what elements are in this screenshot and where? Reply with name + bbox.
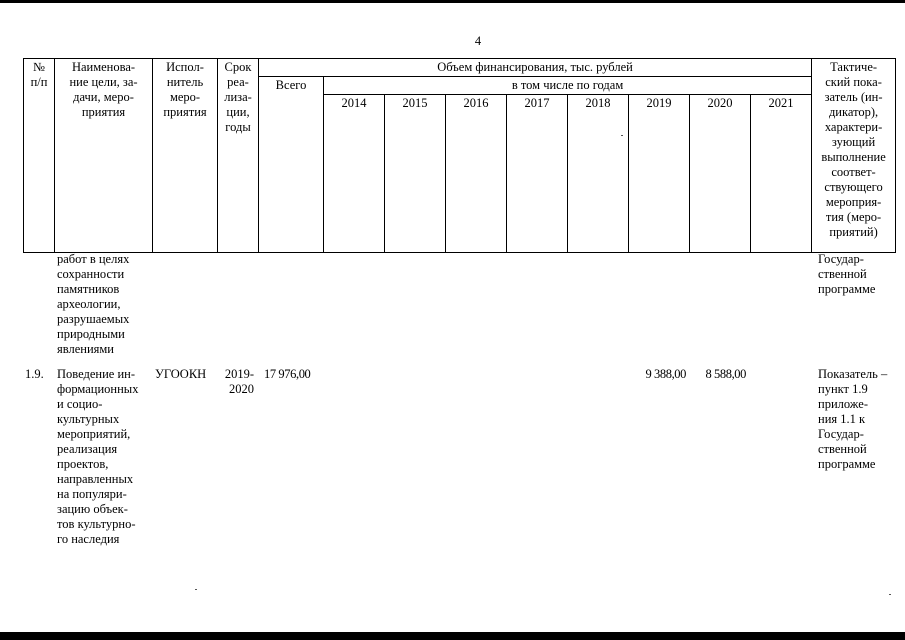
header-term: Срок реа- лиза- ции, годы (218, 59, 259, 253)
scan-speck (889, 594, 891, 595)
header-year: 2015 (385, 95, 446, 253)
page-number: 4 (474, 34, 482, 48)
row-executor: УГООКН (155, 367, 207, 381)
header-executor: Испол- нитель меро- приятия (153, 59, 218, 253)
top-border (0, 0, 905, 3)
row-name: Поведение ин- формационных и социо- культурных мероприятий, реализация проектов, направленных на популяри- зацию объек- тов культурно- го наследия (57, 367, 139, 546)
continuation-name: работ в целях сохранности памятников археологии, разрушаемых природными явлениями (57, 252, 130, 356)
header-year: 2017 (507, 95, 568, 253)
header-table (23, 58, 896, 253)
header-year: 2019 (629, 95, 690, 253)
header-name: Наименова- ние цели, за- дачи, меро- приятия (55, 59, 153, 253)
row-value-2020: 8 588,00 (705, 367, 746, 381)
header-total: Всего (259, 77, 324, 253)
row-indicator: Показатель – пункт 1.9 приложе- ния 1.1 к Государ- ственной программе (818, 367, 888, 471)
row-total: 17 976,00 (264, 367, 311, 381)
scan-speck (195, 589, 197, 590)
header-financing: Объем финансирования, тыс. рублей (259, 59, 812, 77)
scan-speck (621, 135, 623, 136)
row-term: 2019- 2020 (224, 367, 254, 396)
bottom-border (0, 632, 905, 640)
header-year: 2016 (446, 95, 507, 253)
header-year: 2020 (690, 95, 751, 253)
header-year: 2014 (324, 95, 385, 253)
header-year: 2018 (568, 95, 629, 253)
header-num: № п/п (24, 59, 55, 253)
header-by-years: в том числе по годам (324, 77, 812, 95)
row-number: 1.9. (25, 367, 44, 381)
continuation-indicator: Государ- ственной программе (818, 252, 876, 296)
row-value-2019: 9 388,00 (645, 367, 686, 381)
header-year: 2021 (751, 95, 812, 253)
header-indicator: Тактиче- ский пока- затель (ин- дикатор), характери- зующий выполнение соответ- ствующего мероприя- тия (меро- приятий) (812, 59, 896, 253)
